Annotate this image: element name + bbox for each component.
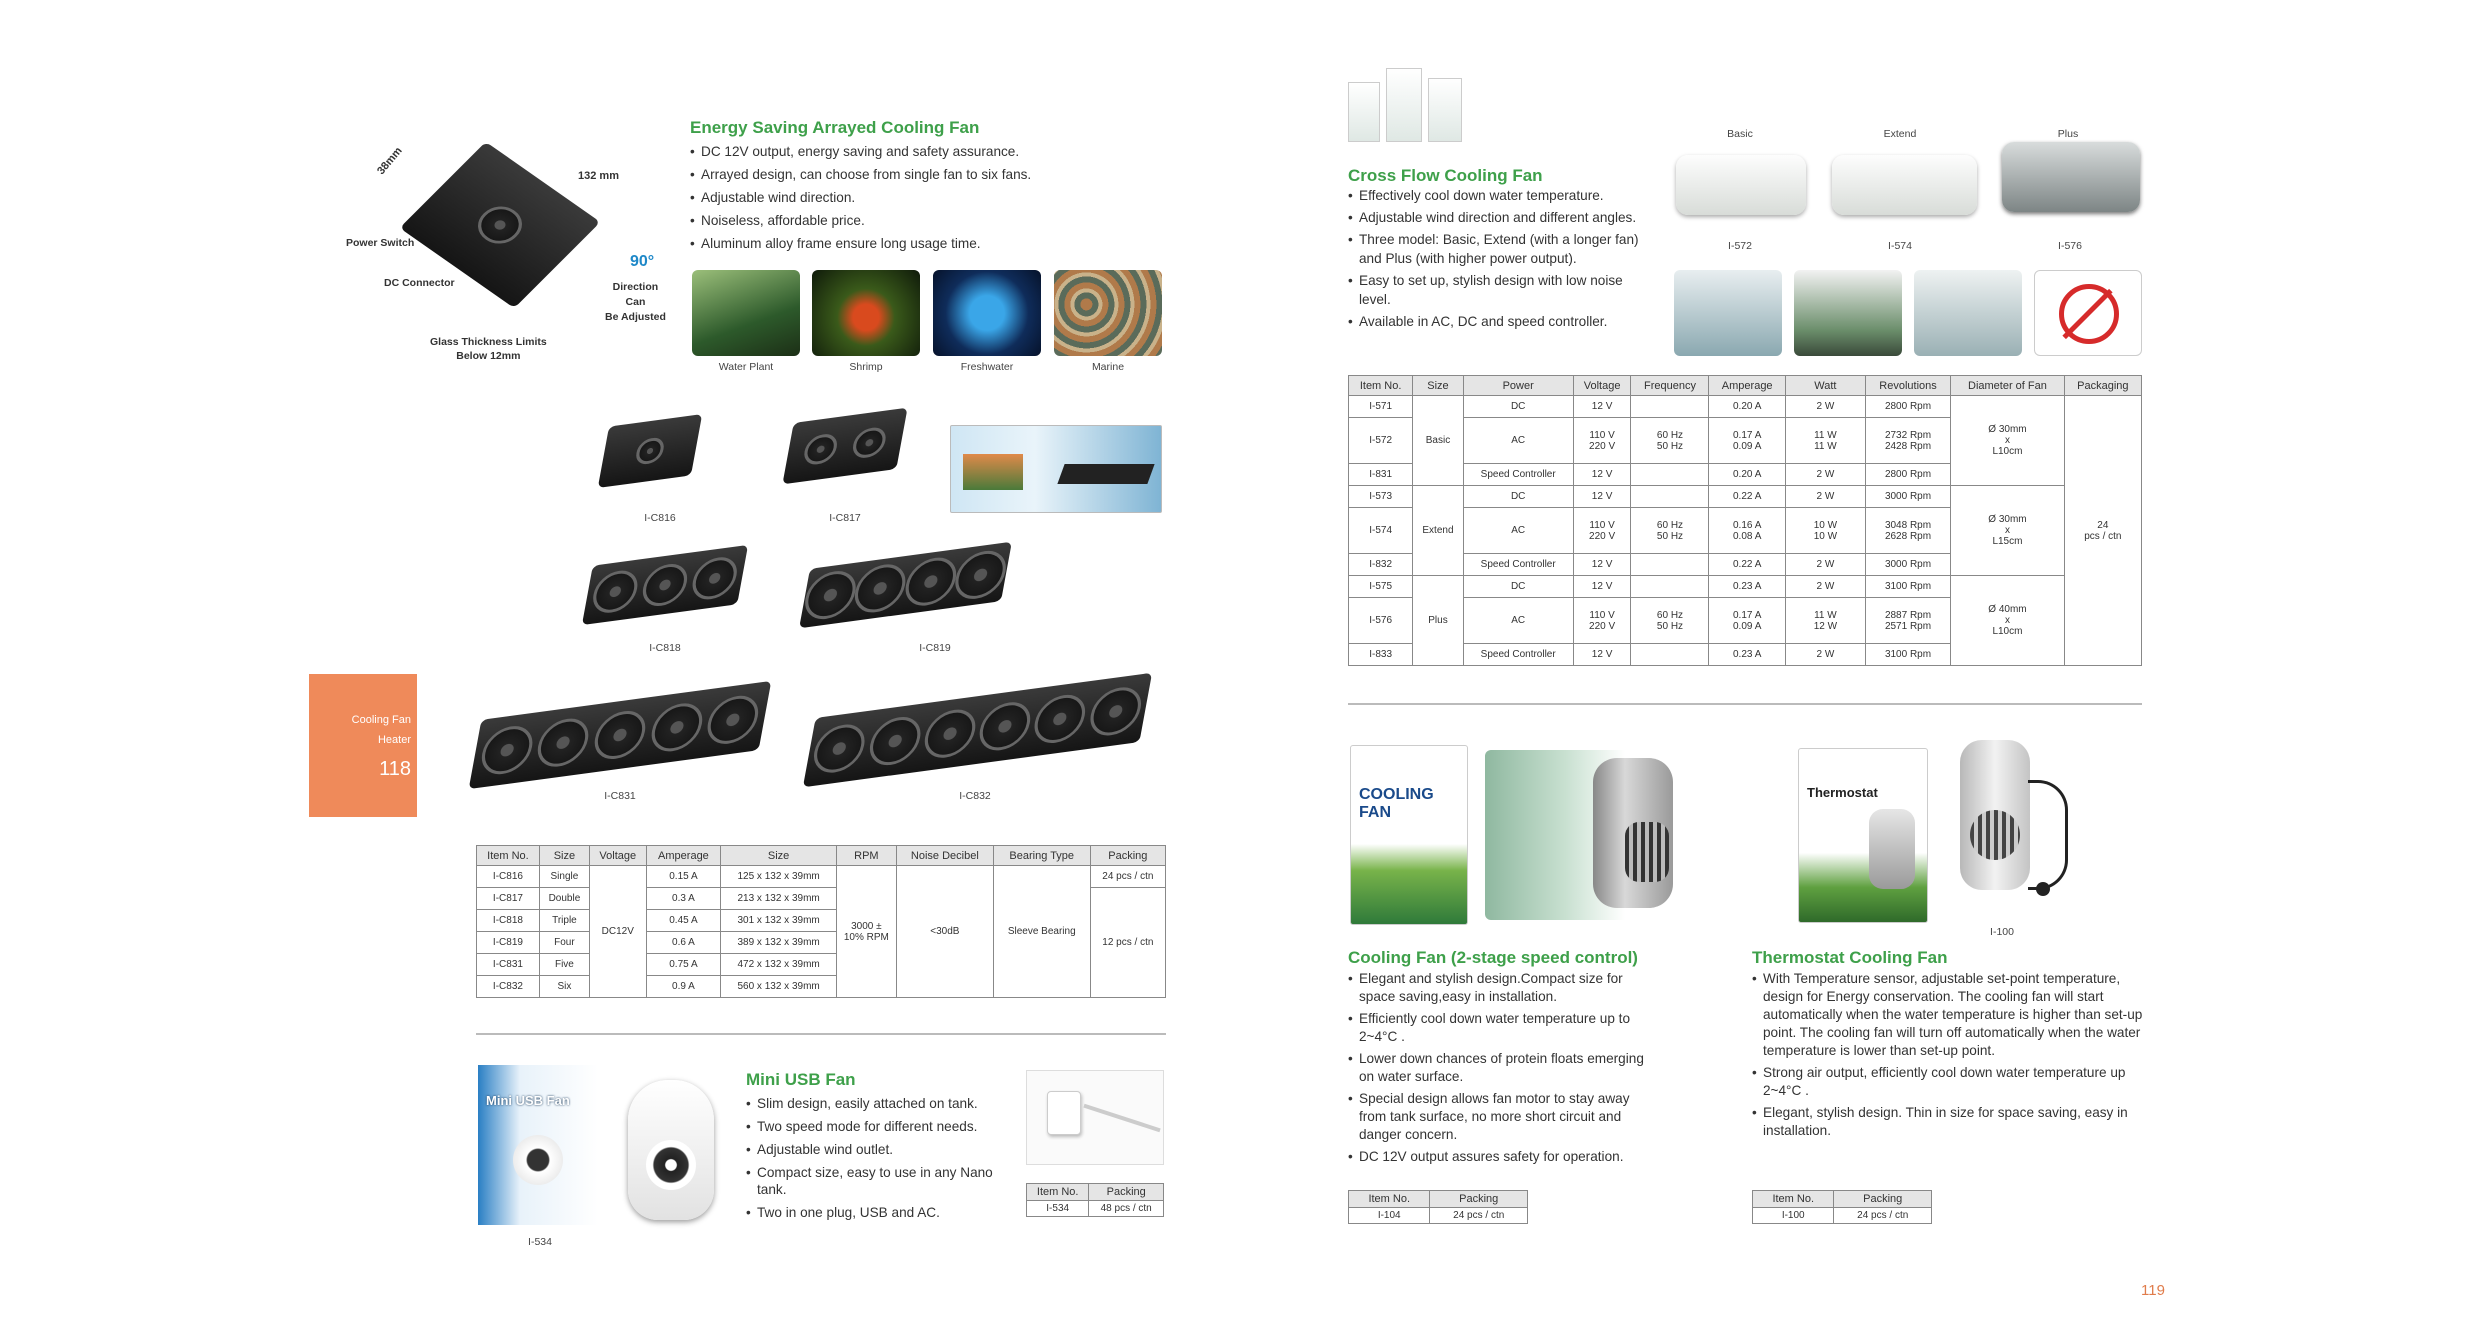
crossflow-box-image [1348,68,1466,146]
cell: 110 V 220 V [1573,508,1631,554]
col-item-no: Item No. [1349,376,1413,396]
feature: • Compact size, easy to use in any Nano tank. [746,1161,1016,1201]
table-row [1349,396,2142,418]
caption-i-c819: I-C819 [919,642,951,654]
col-revolutions: Revolutions [1865,376,1950,396]
table-header-row [1753,1191,1932,1208]
table-header-row [1349,1191,1528,1208]
cell: I-575 [1349,576,1413,598]
cell: 11 W 12 W [1785,598,1865,644]
cell: 560 x 132 x 39mm [721,976,837,998]
cell [1631,396,1709,418]
twostage-box-image [1350,745,1468,925]
col-power: Power [1463,376,1573,396]
cell-size: Plus [1413,576,1463,666]
cell: I-C831 [477,954,540,976]
col-packing: Packing [1834,1191,1932,1208]
cell [1631,554,1709,576]
caption-i-c831: I-C831 [604,790,636,802]
section-tab-line2: Heater [377,734,411,746]
diagram-dim-38mm: 38mm [375,144,405,178]
variant-plus-label: Plus [2057,128,2079,140]
col-frequency: Frequency [1631,376,1709,396]
cell-diameter: Ø 30mm x L15cm [1951,486,2065,576]
caption-marine: Marine [1091,361,1125,373]
page-number-right: 119 [2141,1282,2165,1299]
cell: 2800 Rpm [1865,396,1950,418]
caption-i-576: I-576 [2058,240,2082,252]
crossflow-spec-table [1348,375,2142,666]
cell: 60 Hz 50 Hz [1631,508,1709,554]
cell: 60 Hz 50 Hz [1631,418,1709,464]
caption-i-c816: I-C816 [644,512,676,524]
twostage-features [1348,970,1648,1166]
table-header-row [1349,376,2142,396]
crossflow-title: Cross Flow Cooling Fan [1348,166,1543,185]
cell: 2 W [1785,464,1865,486]
cell: AC [1463,508,1573,554]
cell: 0.17 A 0.09 A [1709,418,1785,464]
feature: • Lower down chances of protein floats emerging on water surface. [1348,1050,1648,1086]
cell: I-C817 [477,888,540,910]
cell: DC [1463,486,1573,508]
cell: 125 x 132 x 39mm [721,866,837,888]
diagram-angle: 90° [630,253,655,270]
shrimp-photo [812,270,920,356]
feature: • Adjustable wind outlet. [746,1138,1016,1161]
cell: 10 W 10 W [1785,508,1865,554]
thermostat-title: Thermostat Cooling Fan [1752,948,1948,967]
cell [1631,644,1709,666]
feature: • Effectively cool down water temperature. [1348,186,1648,205]
cell: 12 V [1573,576,1631,598]
caption-i-c818: I-C818 [649,642,681,654]
cell: I-832 [1349,554,1413,576]
feature: • Two speed mode for different needs. [746,1115,1016,1138]
feature: • Slim design, easily attached on tank. [746,1092,1016,1115]
fan-i-c816-image [598,414,703,488]
thermostat-features [1752,970,2144,1140]
cell [1631,486,1709,508]
diagram-dc-connector: DC Connector [384,277,455,289]
fan-i-c817-image [782,408,907,485]
caption-i-100: I-100 [1990,926,2014,938]
col-item-no: Item No. [1753,1191,1834,1208]
cell: 12 V [1573,396,1631,418]
cell: 3000 Rpm [1865,554,1950,576]
col-amperage: Amperage [646,846,721,866]
feature: • Three model: Basic, Extend (with a longer fan) and Plus (with higher power output). [1348,230,1648,268]
warning-photo [2034,270,2142,356]
cell-size: Basic [1413,396,1463,486]
table-row [1349,486,2142,508]
variant-basic-label: Basic [1727,128,1753,140]
cell: Six [539,976,589,998]
cell: 2 W [1785,554,1865,576]
cell: 2800 Rpm [1865,464,1950,486]
cell: 3100 Rpm [1865,644,1950,666]
cell: AC [1463,598,1573,644]
diagram-dim-132mm: 132 mm [578,170,619,182]
table-header-row [477,846,1166,866]
cell: 0.23 A [1709,576,1785,598]
cell: Single [539,866,589,888]
cell: I-576 [1349,598,1413,644]
col-diameter: Diameter of Fan [1951,376,2065,396]
table-row [1349,1208,1528,1224]
page-number-left: 118 [379,758,411,780]
cell: 2 W [1785,396,1865,418]
cell: AC [1463,418,1573,464]
col-amperage: Amperage [1709,376,1785,396]
cell [1631,576,1709,598]
cell: Speed Controller [1463,554,1573,576]
cell: 11 W 11 W [1785,418,1865,464]
usb-fan-product-image [628,1080,714,1220]
thermostat-box-image [1798,748,1928,923]
usb-fan-title: Mini USB Fan [746,1070,856,1089]
cell: I-831 [1349,464,1413,486]
cell: 0.16 A 0.08 A [1709,508,1785,554]
fan-i-c818-image [582,545,748,625]
cell: 12 V [1573,486,1631,508]
cell: I-C818 [477,910,540,932]
caption-i-c832: I-C832 [959,790,991,802]
freshwater-photo [933,270,1041,356]
cell: 3000 Rpm [1865,486,1950,508]
cell: 213 x 132 x 39mm [721,888,837,910]
cell: 0.22 A [1709,486,1785,508]
thermostat-spec-table [1752,1190,1932,1224]
cell: 0.17 A 0.09 A [1709,598,1785,644]
section-tab-line1: Cooling Fan [351,714,411,726]
cell-diameter: Ø 40mm x L10cm [1951,576,2065,666]
feature: • Noiseless, affordable price. [690,209,1070,232]
cell: 2 W [1785,576,1865,598]
cell: I-C816 [477,866,540,888]
cell: Double [539,888,589,910]
col-packaging: Packaging [2064,376,2141,396]
cell: I-573 [1349,486,1413,508]
cell: 0.15 A [646,866,721,888]
cell: 0.6 A [646,932,721,954]
cell: 2 W [1785,486,1865,508]
cell: I-833 [1349,644,1413,666]
col-bearing: Bearing Type [993,846,1090,866]
usb-spec-table [1026,1183,1164,1217]
crossflow-features [1348,186,1648,331]
cell: 12 V [1573,464,1631,486]
cell-voltage: DC12V [589,866,646,998]
caption-i-534: I-534 [528,1236,552,1248]
cell-rpm: 3000 ± 10% RPM [836,866,896,998]
feature: • Available in AC, DC and speed controller. [1348,312,1648,331]
cell: I-C832 [477,976,540,998]
feature: • Special design allows fan motor to stay away from tank surface, no more short circuit and danger concern. [1348,1090,1648,1144]
thermostat-box-label: Thermostat [1807,785,1878,800]
feature: • Efficiently cool down water temperature up to 2~4°C . [1348,1010,1648,1046]
cell: I-572 [1349,418,1413,464]
feature: • Strong air output, efficiently cool down water temperature up 2~4°C . [1752,1064,2144,1100]
twostage-title: Cooling Fan (2-stage speed control) [1348,948,1638,967]
cell: I-574 [1349,508,1413,554]
cell-bearing: Sleeve Bearing [993,866,1090,998]
feature: • Elegant and stylish design.Compact size for space saving,easy in installation. [1348,970,1648,1006]
col-size: Size [539,846,589,866]
cell: 0.3 A [646,888,721,910]
caption-water-plant: Water Plant [718,361,774,373]
divider-right [1348,703,2142,705]
table-row [1753,1208,1932,1224]
usb-fan-features [746,1092,1016,1224]
col-noise: Noise Decibel [896,846,993,866]
feature: • DC 12V output, energy saving and safety assurance. [690,140,1070,163]
caption-i-574: I-574 [1888,240,1912,252]
fan-i-c831-image [469,681,772,789]
feature: • Adjustable wind direction and different angles. [1348,208,1648,227]
diagram-power-switch: Power Switch [346,237,415,249]
cell: 12 V [1573,554,1631,576]
cell: Triple [539,910,589,932]
cell-packing: 24 pcs / ctn [1090,866,1165,888]
twostage-fan-image [1485,750,1685,920]
cell: 12 V [1573,644,1631,666]
col-dimensions: Size [721,846,837,866]
caption-i-572: I-572 [1728,240,1752,252]
variant-plus-image [2002,142,2140,212]
diagram-glass-limit: Glass Thickness Limits Below 12mm [430,336,547,362]
table-row [1027,1201,1164,1217]
cell-diameter: Ø 30mm x L10cm [1951,396,2065,486]
marine-photo [1054,270,1162,356]
cell: I-534 [1027,1201,1089,1217]
cell: I-104 [1349,1208,1430,1224]
cell-packaging: 24 pcs / ctn [2064,396,2141,666]
cell: 389 x 132 x 39mm [721,932,837,954]
cell: Four [539,932,589,954]
caption-i-c817: I-C817 [829,512,861,524]
cell: 2732 Rpm 2428 Rpm [1865,418,1950,464]
install-photo-1 [1674,270,1782,356]
cell: 110 V 220 V [1573,418,1631,464]
cell: 0.20 A [1709,464,1785,486]
col-size: Size [1413,376,1463,396]
cell: Speed Controller [1463,464,1573,486]
cell: 301 x 132 x 39mm [721,910,837,932]
cell: 0.20 A [1709,396,1785,418]
cell: 3048 Rpm 2628 Rpm [1865,508,1950,554]
cell: 0.22 A [1709,554,1785,576]
install-photo-2 [1794,270,1902,356]
feature: • Elegant, stylish design. Thin in size for space saving, easy in installation. [1752,1104,2144,1140]
cell: 2 W [1785,644,1865,666]
caption-shrimp: Shrimp [849,361,883,373]
twostage-box-label: COOLING FAN [1359,786,1434,821]
cell: I-100 [1753,1208,1834,1224]
col-rpm: RPM [836,846,896,866]
cell: 110 V 220 V [1573,598,1631,644]
col-watt: Watt [1785,376,1865,396]
feature: • Arrayed design, can choose from single fan to six fans. [690,163,1070,186]
feature: • Aluminum alloy frame ensure long usage time. [690,232,1070,255]
cell-size: Extend [1413,486,1463,576]
cell: Speed Controller [1463,644,1573,666]
section-tab [309,674,417,817]
feature: • DC 12V output assures safety for operation. [1348,1148,1648,1166]
cell: I-C819 [477,932,540,954]
cell: 24 pcs / ctn [1430,1208,1528,1224]
feature: • With Temperature sensor, adjustable set-point temperature, design for Energy conservation. The cooling fan will start automatically when the water temperature is higher than set-up point. The cooling fan will turn off automatically when the water temperature is lower than set-up point. [1752,970,2144,1060]
col-item-no: Item No. [477,846,540,866]
usb-fan-box-image [478,1065,598,1225]
cell: 60 Hz 50 Hz [1631,598,1709,644]
cell: 0.9 A [646,976,721,998]
cell: 0.45 A [646,910,721,932]
usb-plug-image [1026,1070,1164,1165]
fan-i-c832-image [803,673,1152,788]
fan-diagram [340,125,680,365]
cell: DC [1463,396,1573,418]
feature: • Two in one plug, USB and AC. [746,1201,1016,1224]
cell: 472 x 132 x 39mm [721,954,837,976]
cell: I-571 [1349,396,1413,418]
col-voltage: Voltage [1573,376,1631,396]
col-item-no: Item No. [1349,1191,1430,1208]
usb-box-label: Mini USB Fan [486,1093,570,1108]
cell-noise: <30dB [896,866,993,998]
cell: 24 pcs / ctn [1834,1208,1932,1224]
diagram-direction: Direction Can Be Adjusted [605,281,666,323]
arrayed-fan-features [690,140,1070,255]
cell: 0.23 A [1709,644,1785,666]
table-header-row [1027,1184,1164,1201]
feature: • Adjustable wind direction. [690,186,1070,209]
feature: • Easy to set up, stylish design with low noise level. [1348,271,1648,309]
arrayed-fan-title: Energy Saving Arrayed Cooling Fan [690,118,980,137]
col-item-no: Item No. [1027,1184,1089,1201]
cell: 3100 Rpm [1865,576,1950,598]
col-packing: Packing [1430,1191,1528,1208]
fan-i-c819-image [799,542,1012,629]
variant-basic-image [1676,155,1806,215]
cell: Five [539,954,589,976]
thermostat-fan-image [1960,740,2070,915]
variant-extend-label: Extend [1883,128,1917,140]
cell-packing: 12 pcs / ctn [1090,888,1165,998]
cell: 0.75 A [646,954,721,976]
cell: DC [1463,576,1573,598]
cell: 2887 Rpm 2571 Rpm [1865,598,1950,644]
divider-left [476,1033,1166,1035]
table-row [1349,576,2142,598]
table-row [477,866,1166,888]
cell: 48 pcs / ctn [1089,1201,1164,1217]
col-voltage: Voltage [589,846,646,866]
cell [1631,464,1709,486]
product-box-image [950,425,1162,513]
caption-freshwater: Freshwater [960,361,1014,373]
arrayed-spec-table [476,845,1166,998]
col-packing: Packing [1089,1184,1164,1201]
install-photo-3 [1914,270,2022,356]
col-packing: Packing [1090,846,1165,866]
water-plant-photo [692,270,800,356]
twostage-spec-table [1348,1190,1528,1224]
variant-extend-image [1832,155,1977,215]
